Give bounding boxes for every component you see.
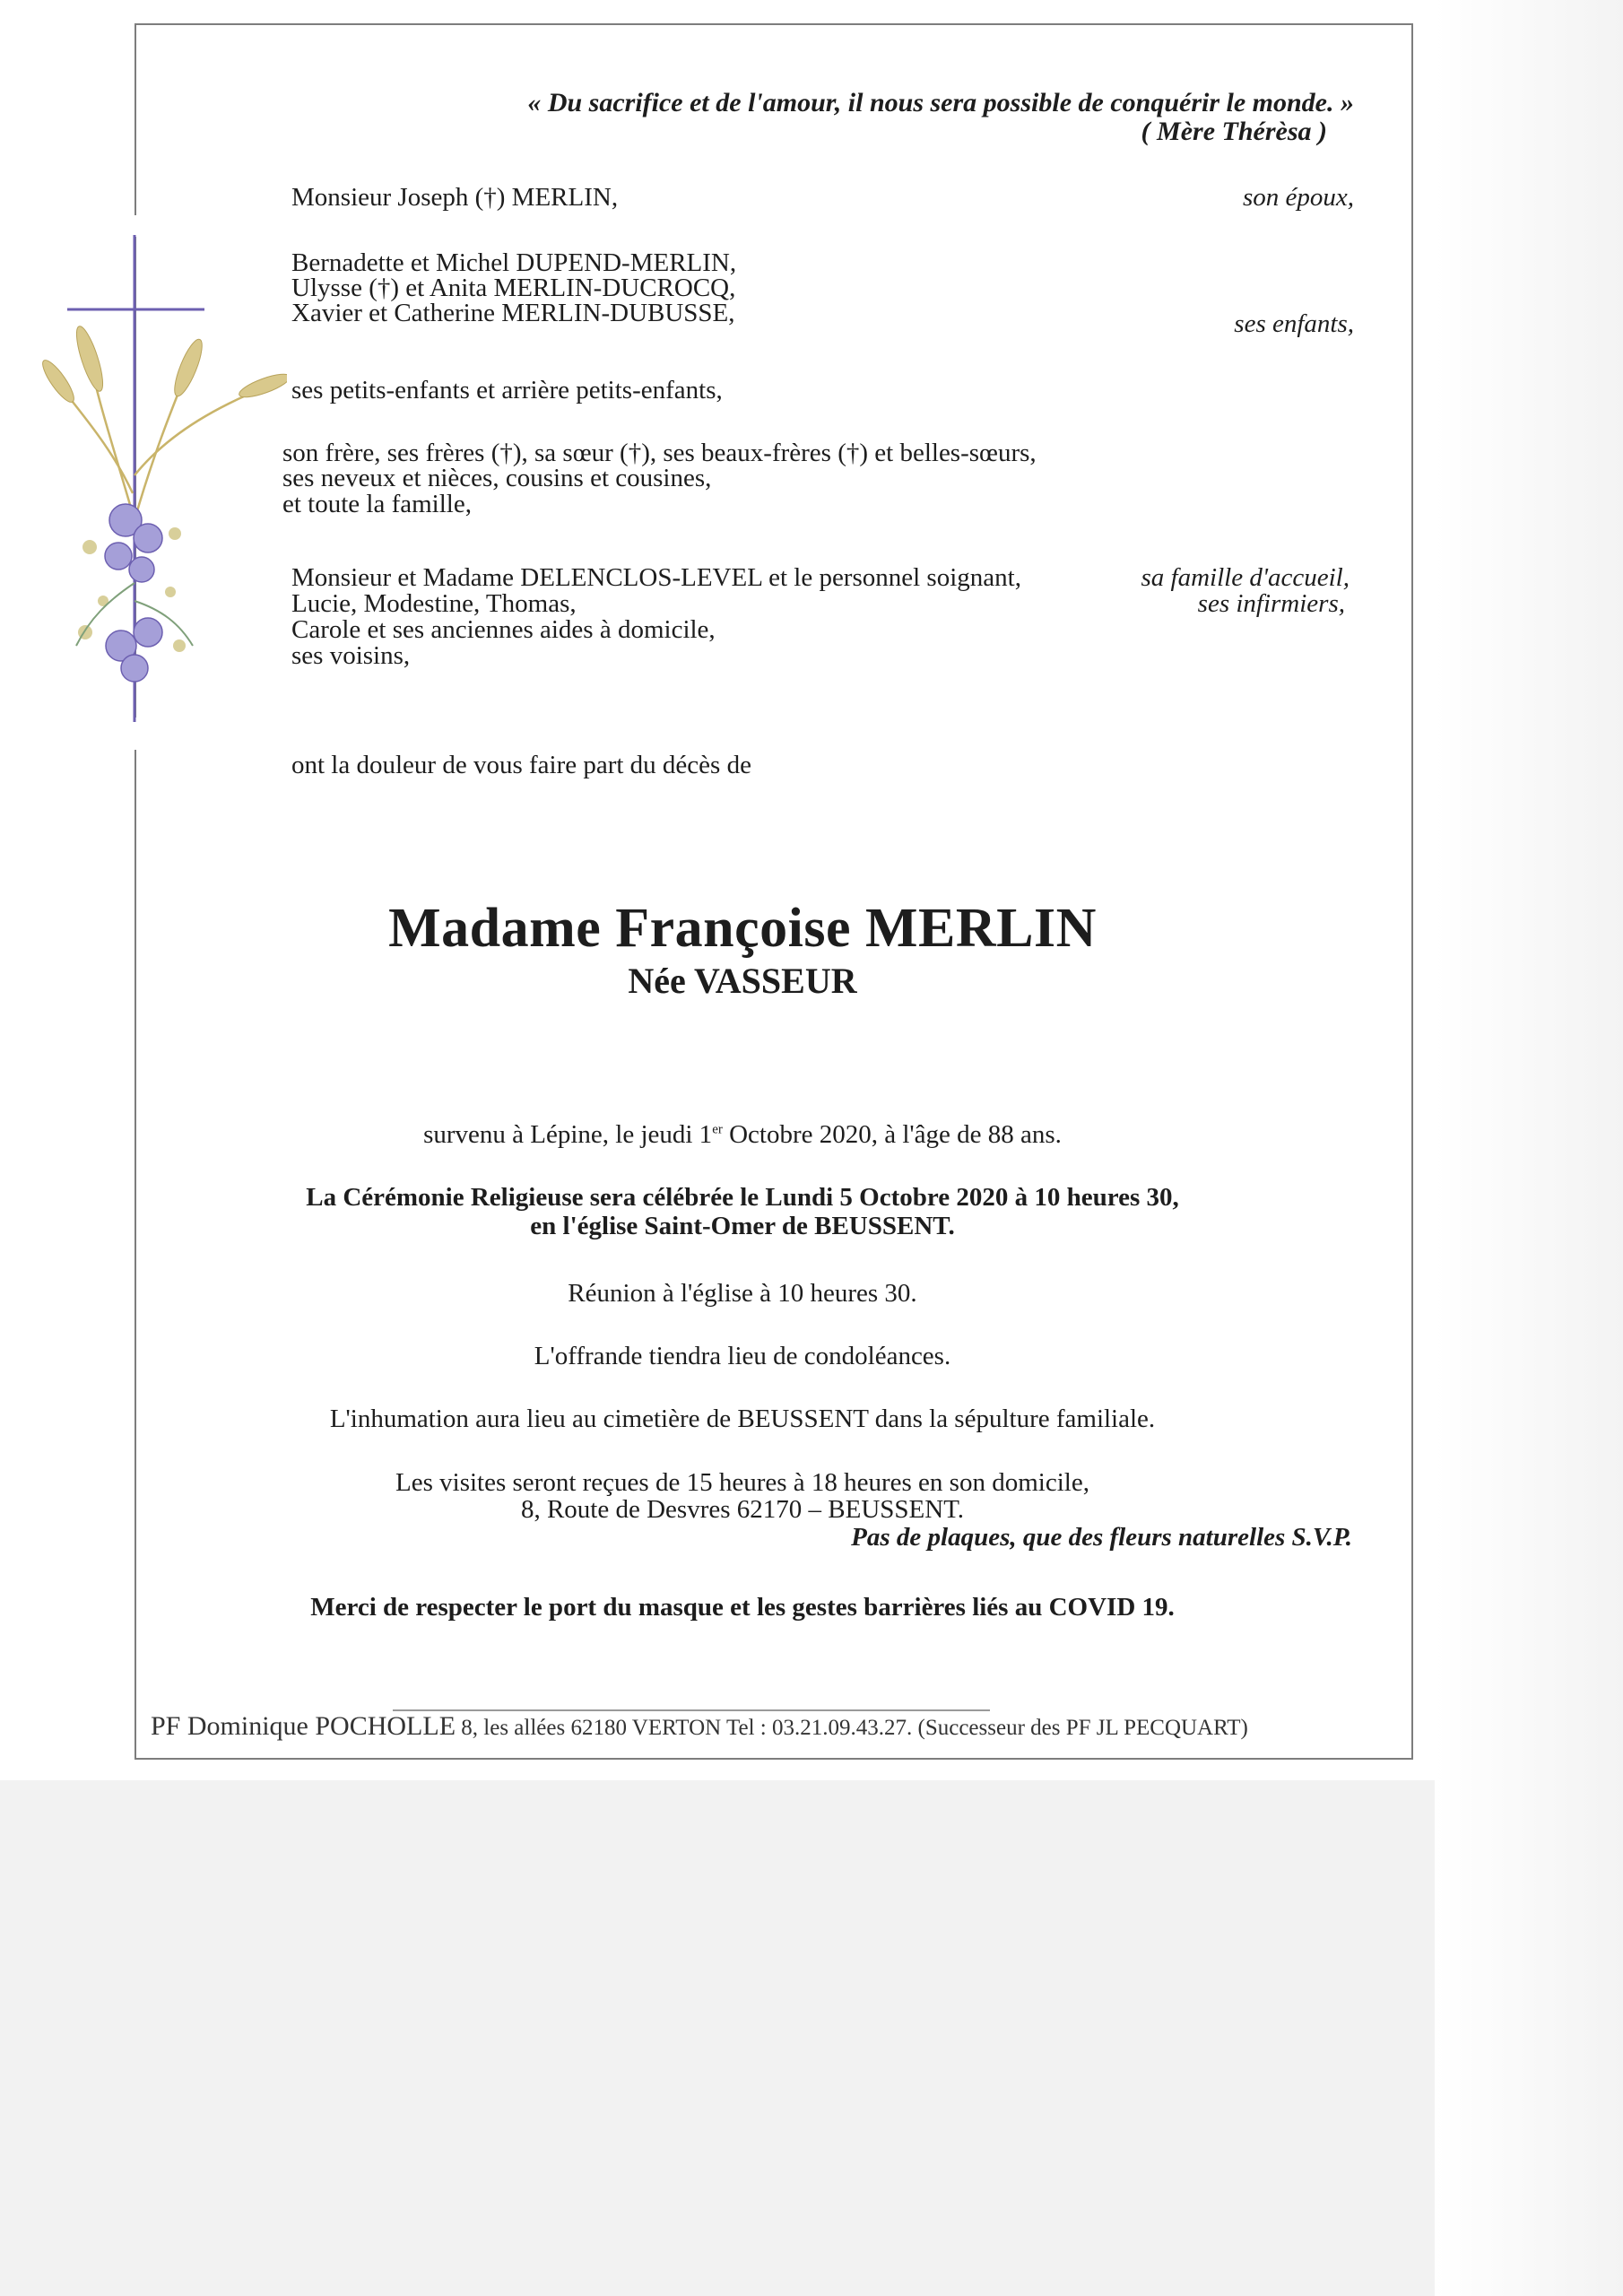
covid-notice: Merci de respecter le port du masque et les gestes barrières liés au COVID 19.: [310, 1593, 1175, 1622]
siblings-line: et toute la famille,: [282, 490, 472, 518]
caregivers-line: Carole et ses anciennes aides à domicile,: [291, 615, 716, 644]
death-info: [135, 1119, 1350, 1150]
grandchildren-line: ses petits-enfants et arrière petits-enfants,: [291, 376, 723, 404]
visits-line: 8, Route de Desvres 62170 – BEUSSENT.: [520, 1495, 965, 1524]
scan-margin: [1435, 0, 1623, 2296]
death-info-ordinal: er: [712, 1122, 723, 1137]
deceased-name: Madame Françoise MERLIN: [388, 898, 1097, 959]
epigraph-author: ( Mère Thérèsa ): [1141, 117, 1327, 146]
siblings-line: ses neveux et nièces, cousins et cousines,: [282, 464, 712, 492]
siblings-line: son frère, ses frères (†), sa sœur (†), ses beaux-frères (†) et belles-sœurs,: [282, 439, 1037, 467]
death-info-text-end: Octobre 2020, à l'âge de 88 ans.: [722, 1120, 1062, 1149]
caregivers-line: Lucie, Modestine, Thomas,: [291, 589, 577, 618]
children-line: Xavier et Catherine MERLIN-DUBUSSE,: [291, 299, 735, 327]
visits-line: Les visites seront reçues de 15 heures à 18 heures en son domicile,: [395, 1468, 1089, 1497]
children-line: Bernadette et Michel DUPEND-MERLIN,: [291, 248, 737, 277]
children-role: ses enfants,: [1234, 309, 1354, 338]
ceremony-line: La Cérémonie Religieuse sera célébrée le Lundi 5 Octobre 2020 à 10 heures 30,: [306, 1183, 1179, 1212]
caregivers-role: sa famille d'accueil,: [1141, 563, 1350, 592]
caregivers-line: Monsieur et Madame DELENCLOS-LEVEL et le personnel soignant,: [291, 563, 1021, 592]
scan-background: [0, 1780, 1623, 2296]
ceremony-line: en l'église Saint-Omer de BEUSSENT.: [530, 1212, 955, 1240]
footer: [151, 1711, 1248, 1744]
footer-company-name: PF Dominique POCHOLLE: [151, 1711, 456, 1741]
announcement-text: ont la douleur de vous faire part du décès de: [291, 751, 751, 779]
deceased-maiden-name: Née VASSEUR: [628, 961, 857, 1001]
cross-with-wheat-and-flowers-icon: [36, 224, 287, 735]
offering-text: L'offrande tiendra lieu de condoléances.: [534, 1342, 951, 1370]
burial-text: L'inhumation aura lieu au cimetière de BEUSSENT dans la sépulture familiale.: [329, 1405, 1156, 1433]
children-line: Ulysse (†) et Anita MERLIN-DUCROCQ,: [291, 274, 736, 302]
death-info-text: survenu à Lépine, le jeudi 1: [423, 1120, 713, 1149]
flowers-note: Pas de plaques, que des fleurs naturelles S.V.P.: [851, 1523, 1352, 1552]
reunion-text: Réunion à l'église à 10 heures 30.: [568, 1279, 917, 1308]
epigraph-quote: « Du sacrifice et de l'amour, il nous sera possible de conquérir le monde. »: [527, 88, 1354, 117]
spouse-role: son époux,: [1242, 183, 1354, 212]
caregivers-line: ses voisins,: [291, 641, 411, 670]
caregivers-role: ses infirmiers,: [1197, 589, 1345, 618]
spouse-name: Monsieur Joseph (†) MERLIN,: [291, 183, 619, 212]
footer-details: 8, les allées 62180 VERTON Tel : 03.21.09.43.27. (Successeur des PF JL PECQUART): [456, 1716, 1248, 1740]
